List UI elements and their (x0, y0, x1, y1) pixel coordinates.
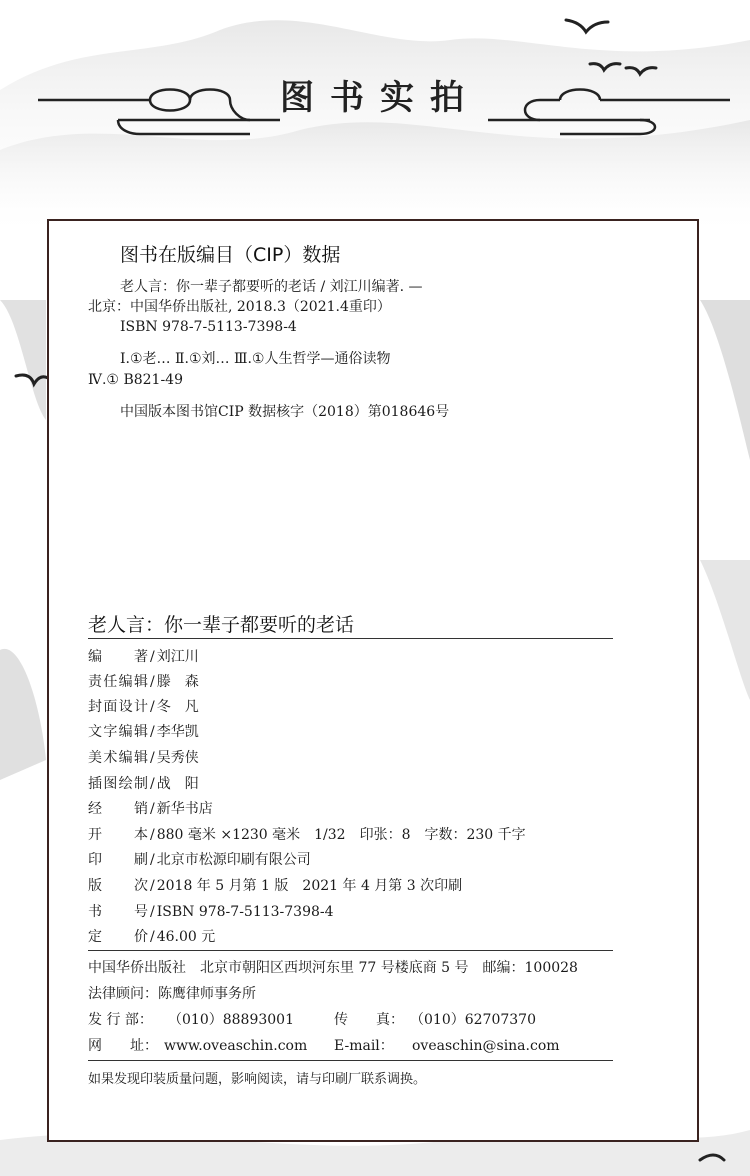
fax-label: 传 真： (334, 1012, 404, 1028)
phone-number: （010）88893001 (168, 1012, 294, 1028)
info-row: 经销 / 新华书店 (88, 801, 213, 817)
info-row: 插图绘制 / 战 阳 (88, 776, 199, 792)
email-link[interactable]: oveaschin@sina.com (412, 1038, 560, 1054)
quality-notice: 如果发现印装质量问题，影响阅读，请与印刷厂联系调换。 (88, 1072, 427, 1087)
phone-label: 发 行 部： (88, 1012, 153, 1028)
page-header (0, 50, 750, 140)
website-link[interactable]: www.oveaschin.com (164, 1038, 308, 1054)
info-row: 定价 / 46.00 元 (88, 929, 216, 945)
book-title: 老人言：你一辈子都要听的老话 (88, 614, 355, 636)
info-row: 版次 / 2018 年 5 月第 1 版 2021 年 4 月第 3 次印刷 (88, 878, 463, 894)
email-label: E-mail： (334, 1038, 394, 1054)
cip-line: Ⅰ.①老… Ⅱ.①刘… Ⅲ.①人生哲学—通俗读物 (120, 351, 391, 367)
info-row: 文字编辑 / 李华凯 (88, 724, 199, 740)
cip-record-number: 中国版本图书馆CIP 数据核字（2018）第018646号 (120, 404, 450, 420)
legal-counsel: 法律顾问：陈鹰律师事务所 (88, 986, 256, 1002)
info-row: 编著 / 刘江川 (88, 649, 199, 665)
cip-line: 老人言：你一辈子都要听的老话 / 刘江川编著. — (120, 279, 423, 295)
info-row: 美术编辑 / 吴秀侠 (88, 750, 199, 766)
cip-line: 北京：中国华侨出版社, 2018.3（2021.4重印） (88, 299, 391, 315)
cip-isbn: ISBN 978-7-5113-7398-4 (120, 319, 297, 335)
divider (88, 1060, 613, 1061)
publisher-address: 中国华侨出版社 北京市朝阳区西坝河东里 77 号楼底商 5 号 邮编：100028 (88, 960, 578, 976)
info-row: 责任编辑 / 滕 森 (88, 674, 199, 690)
info-row: 开本 / 880 毫米 ×1230 毫米 1/32 印张：8 字数：230 千字 (88, 827, 526, 843)
divider (88, 950, 613, 951)
cip-line: Ⅳ.① B821-49 (88, 372, 183, 388)
website-label: 网 址： (88, 1038, 158, 1054)
info-row: 封面设计 / 冬 凡 (88, 699, 199, 715)
fax-number: （010）62707370 (410, 1012, 536, 1028)
info-row: 书号 / ISBN 978-7-5113-7398-4 (88, 904, 334, 920)
cip-heading: 图书在版编目（CIP）数据 (120, 244, 341, 266)
info-row: 印刷 / 北京市松源印刷有限公司 (88, 852, 311, 868)
divider (88, 638, 613, 639)
header-title: 图书实拍 (280, 78, 480, 118)
